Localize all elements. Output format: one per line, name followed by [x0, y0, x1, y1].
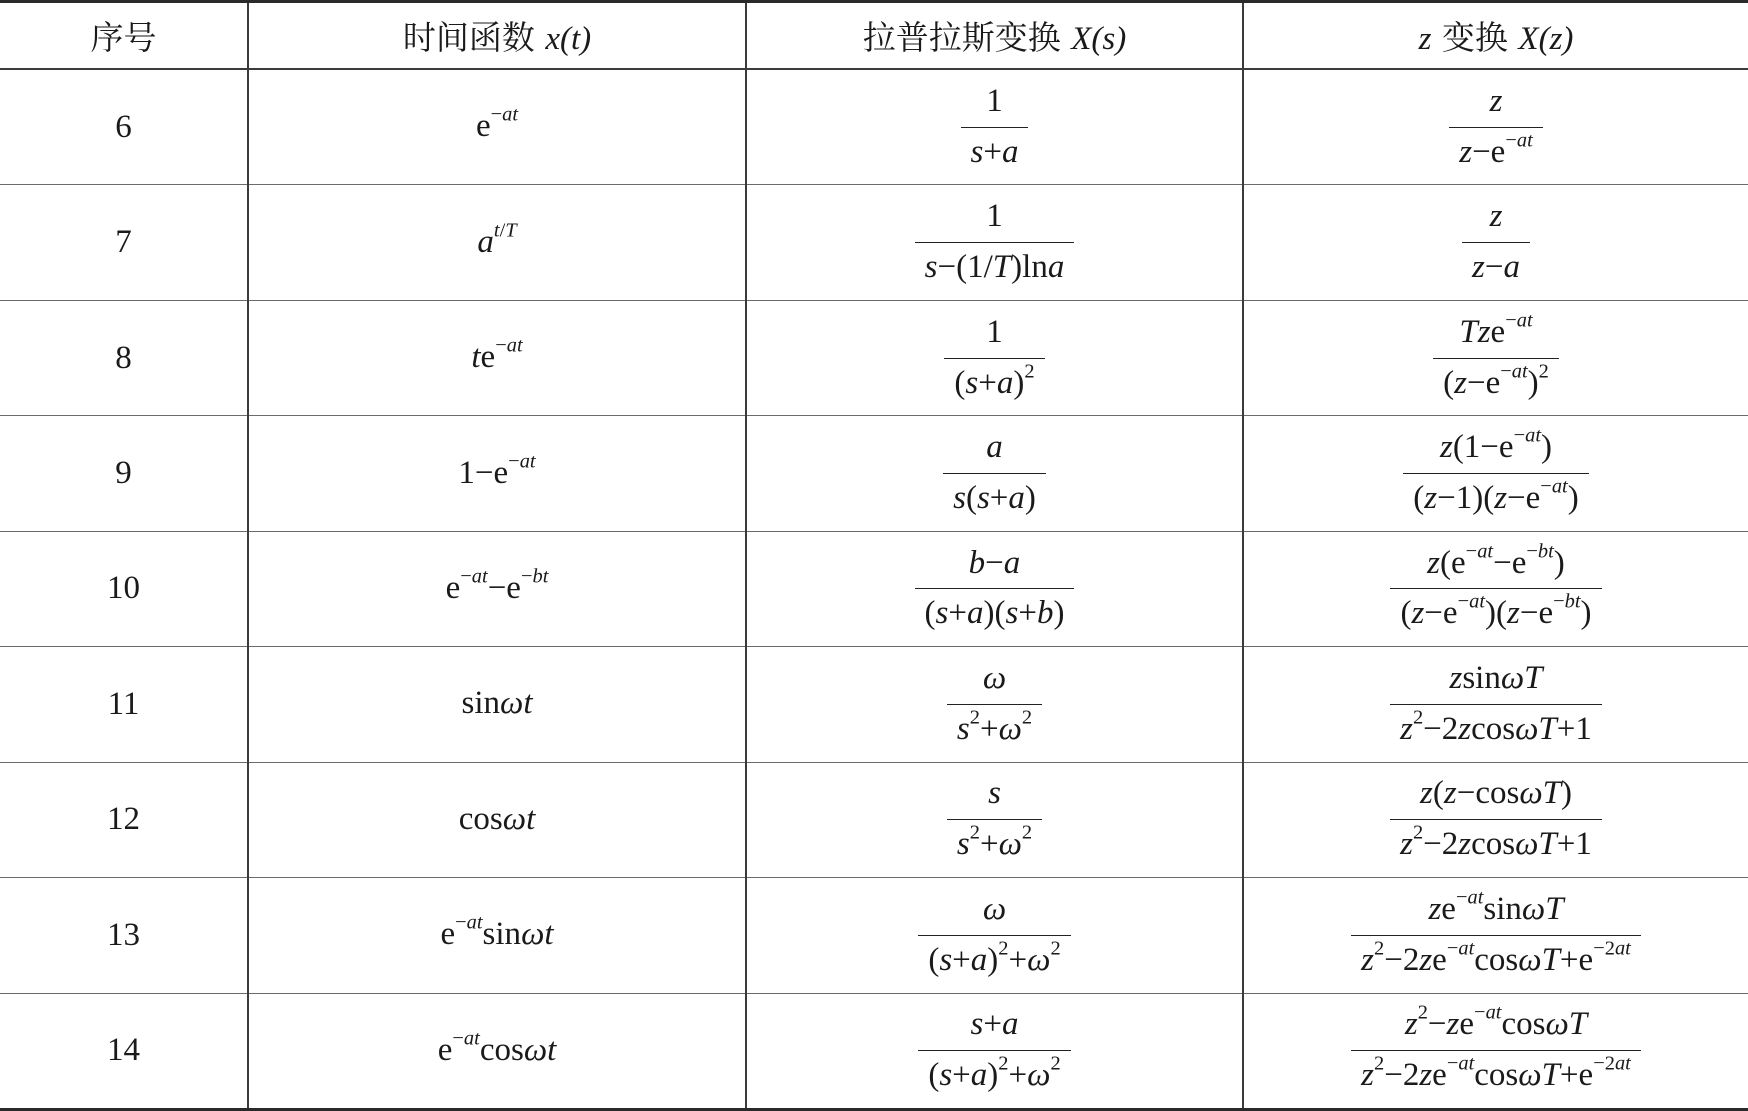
laplace-cell: $\frac{a}{s(s+a)}$ — [746, 416, 1243, 531]
table-row — [0, 531, 1748, 646]
row-index: 11 — [0, 647, 248, 762]
time-function-cell: $te^{-at}$ — [248, 300, 746, 415]
z-transform-cell: $\frac{zsin\omega T}{z^2-2zcos\omega T+1}$ — [1243, 647, 1748, 762]
time-function-cell: cosωt — [248, 762, 746, 877]
time-function-cell: $a^{t/T}$ — [248, 185, 746, 300]
table-row — [0, 878, 1748, 993]
table-row — [0, 185, 1748, 300]
time-function-cell: $e^{-at}\sin\omega t$ — [248, 878, 746, 993]
laplace-cell: $\frac{s}{s^2+\omega^2}$ — [746, 762, 1243, 877]
z-transform-cell: $\frac{z(e^{-at}-e^{-bt})}{(z-e^{-at})(z-e^{-bt})}$ — [1243, 531, 1748, 646]
header-index: 序号 — [0, 2, 248, 70]
z-transform-cell: $\frac{z(1-e^{-at})}{(z-1)(z-e^{-at})}$ — [1243, 416, 1748, 531]
row-index: 13 — [0, 878, 248, 993]
z-transform-cell: $\frac{Tze^{-at}}{(z-e^{-at})^2}$ — [1243, 300, 1748, 415]
table-row — [0, 69, 1748, 185]
row-index: 12 — [0, 762, 248, 877]
row-index: 14 — [0, 993, 248, 1110]
time-function-cell: $e^{-at}-e^{-bt}$ — [248, 531, 746, 646]
table-row — [0, 762, 1748, 877]
laplace-cell: $\frac{\omega}{(s+a)^2+\omega^2}$ — [746, 878, 1243, 993]
laplace-cell: $\frac{1}{s+a}$ — [746, 69, 1243, 185]
laplace-cell: $\frac{1}{(s+a)^2}$ — [746, 300, 1243, 415]
time-function-cell: $1-e^{-at}$ — [248, 416, 746, 531]
row-index: 8 — [0, 300, 248, 415]
table-row — [0, 647, 1748, 762]
row-index: 10 — [0, 531, 248, 646]
z-transform-cell: $\frac{z^2-ze^{-at}\cos\omega T}{z^2-2ze^{-at}\cos\omega T+e^{-2at}}$ — [1243, 993, 1748, 1110]
laplace-cell: $\frac{\omega}{s^2+\omega^2}$ — [746, 647, 1243, 762]
laplace-cell: $\frac{1}{s-(1/T)\ln a}$ — [746, 185, 1243, 300]
row-index: 6 — [115, 108, 132, 145]
time-function-cell: sinωt — [248, 647, 746, 762]
z-transform-cell: $\frac{ze^{-at}\sin\omega T}{z^2-2ze^{-at}\cos\omega T+e^{-2at}}$ — [1243, 878, 1748, 993]
z-transform-cell: $\frac{z}{z-e^{-at}}$ — [1243, 69, 1748, 185]
row-index: 9 — [0, 416, 248, 531]
laplace-cell: $\frac{s+a}{(s+a)^2+\omega^2}$ — [746, 993, 1243, 1110]
header-laplace: 拉普拉斯变换 X(s) — [746, 2, 1243, 70]
header-z-transform: z 变换 X(z) — [1243, 2, 1748, 70]
z-transform-cell: $\frac{z}{z-a}$ — [1243, 185, 1748, 300]
table-header-row — [0, 2, 1748, 70]
header-time-function: 时间函数 x(t) — [248, 2, 746, 70]
row-index: 7 — [0, 185, 248, 300]
laplace-cell: $\frac{b-a}{(s+a)(s+b)}$ — [746, 531, 1243, 646]
table-row — [0, 416, 1748, 531]
table-row — [0, 300, 1748, 415]
z-transform-cell: $\frac{z(z-\cos\omega T)}{z^2-2zcos\omega T+1}$ — [1243, 762, 1748, 877]
time-function-cell: $e^{-at}\cos\omega t$ — [248, 993, 746, 1110]
table-row — [0, 993, 1748, 1110]
time-function-cell: $e^{-at}$ — [248, 69, 746, 185]
